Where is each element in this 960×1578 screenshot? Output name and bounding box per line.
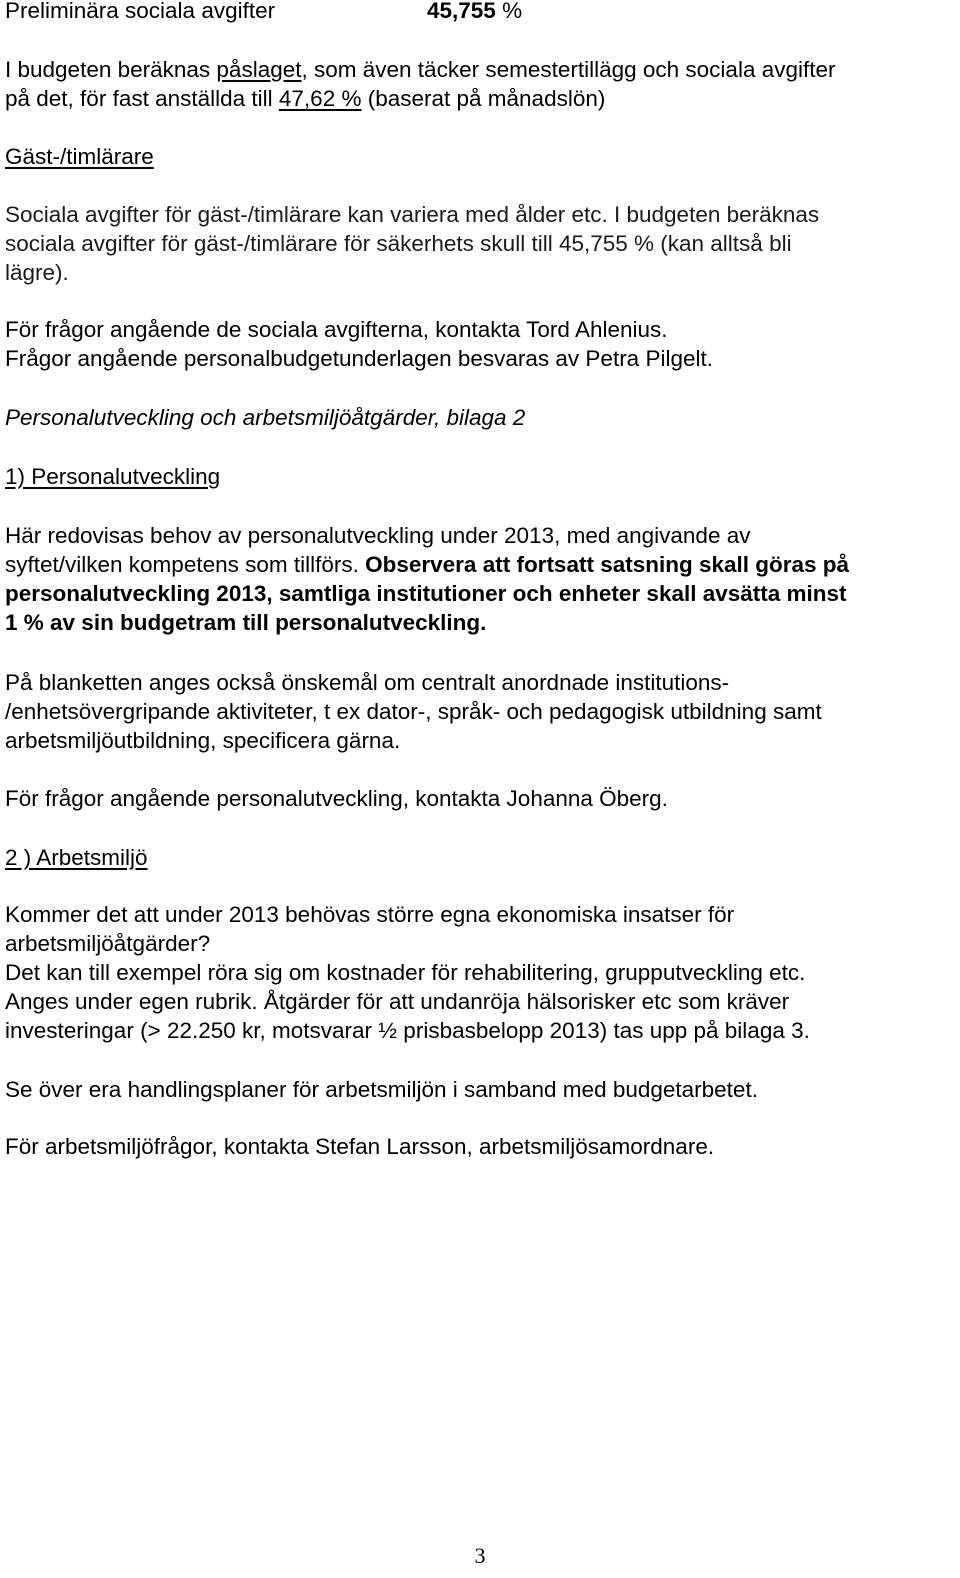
personnel-development-contact: För frågor angående personalutveckling, kontakta Johanna Öberg.: [5, 786, 668, 811]
social-fees-rate-row: [5, 0, 955, 25]
markup-term: påslaget: [216, 57, 302, 82]
rate-value: [427, 0, 522, 25]
section-heading: Personalutveckling och arbetsmiljöåtgärder, bilaga 2: [5, 405, 526, 430]
work-environment-contact: För arbetsmiljöfrågor, kontakta Stefan Larsson, arbetsmiljösamordnare.: [5, 1134, 715, 1159]
page-number: 3: [474, 1543, 486, 1568]
subsection-heading-personnel-development: 1) Personalutveckling: [5, 464, 221, 489]
rate-unit: %: [502, 0, 523, 23]
subsection-heading-work-environment: 2 ) Arbetsmiljö: [5, 845, 148, 870]
notice-text: Observera att fortsatt satsning skall göras på: [365, 552, 850, 577]
guest-teacher-paragraph: Sociala avgifter för gäst-/timlärare kan variera med ålder etc. I budgeten beräknas sociala avgifter för gäst-/timlärare för säkerhets skull till 45,755 % (kan alltså bli lägre).: [5, 202, 820, 285]
rate-label: Preliminära sociala avgifter: [5, 0, 276, 23]
markup-rate: 47,62 %: [278, 86, 362, 111]
guest-teacher-heading: Gäst-/timlärare: [5, 144, 154, 169]
budget-note-paragraph: I budgeten beräknas påslaget, som även täcker semestertillägg och sociala avgifter på det, för fast anställda till 47,62 % (baserat på månadslön): [5, 57, 836, 111]
personnel-development-paragraph: Här redovisas behov av personalutveckling under 2013, med angivande av syftet/vilken kompetens som tillförs. Observera att fortsatt satsning skall göras på personalutveckling 2013, samtliga institutioner och enheter skall avsätta minst 1 % av sin budgetram till personalutveckling.: [5, 523, 850, 635]
work-environment-paragraph: Kommer det att under 2013 behövas större egna ekonomiska insatser för arbetsmiljöåtgärder? Det kan till exempel röra sig om kostnader för rehabilitering, grupputveckling etc. Anges under egen rubrik. Åtgärder för att undanröja hälsorisker etc som kräver investeringar (> 22.250 kr, motsvarar ½ prisbasbelopp 2013) tas upp på bilaga 3.: [5, 902, 810, 1043]
form-paragraph: På blanketten anges också önskemål om centralt anordnade institutions- /enhetsövergripande aktiviteter, t ex dator-, språk- och pedagogisk utbildning samt arbetsmiljöutbildning, specificera gärna.: [5, 670, 822, 753]
contacts-paragraph-social-fees: För frågor angående de sociala avgifterna, kontakta Tord Ahlenius. Frågor angående personalbudgetunderlagen besvaras av Petra Pilgelt.: [5, 317, 713, 371]
action-plan-paragraph: Se över era handlingsplaner för arbetsmiljön i samband med budgetarbetet.: [5, 1077, 758, 1102]
rate-number: 45,755: [427, 0, 496, 23]
